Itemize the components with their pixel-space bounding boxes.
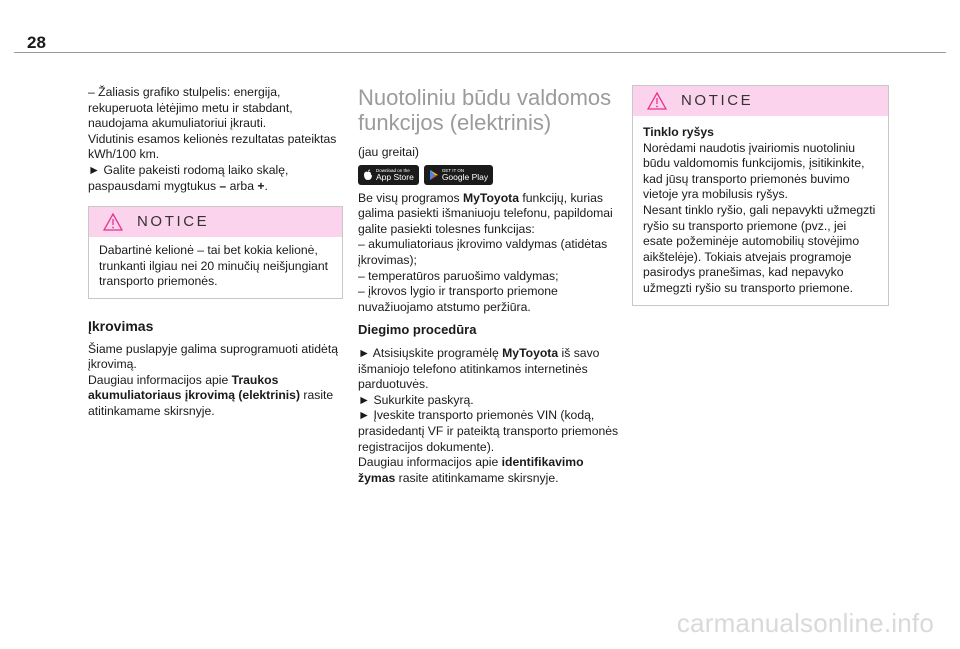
google-play-badge[interactable]: GET IT ON Google Play bbox=[424, 165, 493, 185]
section-title-charging: Įkrovimas bbox=[88, 317, 154, 334]
column-left bbox=[88, 85, 343, 420]
minus-button-label: – bbox=[219, 178, 227, 193]
play-icon bbox=[429, 169, 439, 181]
step-create-account: ► Sukurkite paskyrą. bbox=[358, 392, 474, 407]
subtitle-coming-soon: (jau greitai) bbox=[358, 145, 419, 159]
notice-label: NOTICE bbox=[137, 213, 210, 231]
watermark: carmanualsonline.info bbox=[676, 608, 934, 638]
notice-box-network bbox=[632, 85, 889, 306]
header-divider bbox=[14, 52, 946, 53]
notice-body bbox=[633, 116, 888, 305]
app-store-badge[interactable]: Download on the App Store bbox=[358, 165, 419, 185]
paragraph-time-scale: ► Galite pakeisti rodomą laiko skalę, paspausdami mygtukus – arba +. bbox=[88, 162, 289, 193]
list-item: – temperatūros paruošimo valdymas; bbox=[358, 268, 559, 283]
notice-header bbox=[633, 86, 888, 116]
paragraph-green-bar: – Žaliasis grafiko stulpelis: energija, rekuperuota lėtėjimo metu ir stabdant, naudojama akumuliatoriui įkrauti. bbox=[88, 85, 293, 131]
notice-header bbox=[89, 207, 342, 237]
column-middle bbox=[358, 85, 620, 486]
paragraph-remote-intro: Be visų programos MyToyota funkcijų, kurias galima pasiekti išmaniuoju telefonu, papildomai galite pasiekti tolesnes funkcijas: bbox=[358, 190, 613, 236]
store-badges bbox=[358, 165, 620, 185]
paragraph-charging-intro: Šiame puslapyje galima suprogramuoti atidėtą įkrovimą. bbox=[88, 341, 338, 372]
column-right bbox=[632, 85, 889, 306]
section-title-remote: Nuotoliniu būdu valdomos funkcijos (elektrinis) bbox=[358, 85, 612, 135]
step-enter-vin: ► Įveskite transporto priemonės VIN (kodą, prasidedantį VF ir pateiktą transporto priemonės registracijos dokumente). bbox=[358, 408, 619, 454]
notice-paragraph: Nesant tinklo ryšio, gali nepavykti užmegzti ryšio su transporto priemone (pvz., jei esate požeminėje automobilių stovėjimo aikštelėje). Tokiais atvejais programoje pasirodys pranešimas, kad nepavyko užmegzti ryšio su transporto priemone. bbox=[643, 202, 876, 295]
plus-button-label: + bbox=[257, 178, 265, 193]
paragraph-average-result: Vidutinis esamos kelionės rezultatas pateiktas kWh/100 km. bbox=[88, 131, 337, 162]
paragraph-charging-more: Daugiau informacijos apie Traukos akumuliatoriaus įkrovimą (elektrinis) rasite atitinkamame skirsnyje. bbox=[88, 372, 334, 418]
list-item: – įkrovos lygio ir transporto priemone nuvažiuojamo atstumo peržiūra. bbox=[358, 284, 558, 314]
page-number: 28 bbox=[27, 33, 46, 52]
notice-body: Dabartinė kelionė – tai bet kokia kelionė, trunkanti ilgiau nei 20 minučių neišjungiant transporto priemonės. bbox=[99, 243, 328, 289]
notice-box-current-trip bbox=[88, 206, 343, 299]
notice-paragraph: Norėdami naudotis įvairiomis nuotoliniu būdu valdomomis funkcijomis, įsitikinkite, kad jūsų transporto priemonės buvimo vietoje yra mobilusis ryšys. bbox=[643, 140, 865, 202]
paragraph-identification-more: Daugiau informacijos apie identifikavimo žymas rasite atitinkamame skirsnyje. bbox=[358, 455, 584, 485]
warning-icon bbox=[103, 213, 123, 231]
apple-icon bbox=[363, 169, 373, 181]
notice-title: Tinklo ryšys bbox=[643, 125, 714, 139]
step-download: ► Atsisiųskite programėlę MyToyota iš savo išmaniojo telefono atitinkamos internetinės parduotuvės. bbox=[358, 345, 600, 392]
section-title-procedure: Diegimo procedūra bbox=[358, 322, 477, 338]
list-item: – akumuliatoriaus įkrovimo valdymas (atidėtas įkrovimas); bbox=[358, 237, 608, 267]
charging-link-text: Traukos akumuliatoriaus įkrovimą (elektrinis) bbox=[88, 372, 301, 403]
warning-icon bbox=[647, 92, 667, 110]
notice-label: NOTICE bbox=[681, 92, 754, 110]
